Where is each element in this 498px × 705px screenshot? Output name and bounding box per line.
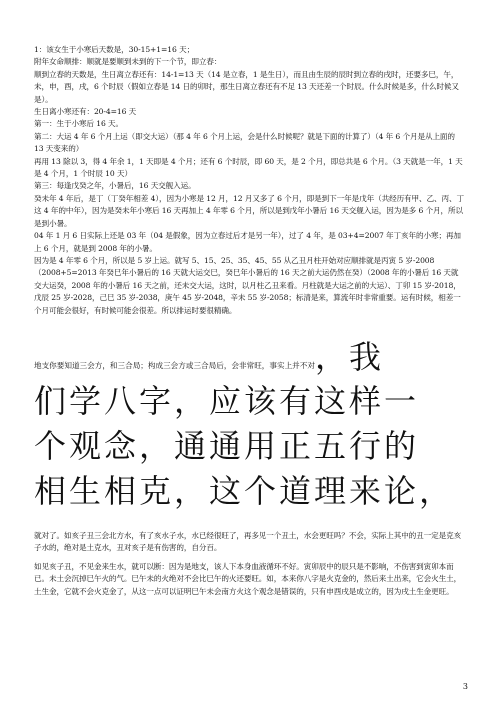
large-line-2: 个观念，通通用正五行的 <box>34 427 420 465</box>
paragraph-8: 第三：每逢戊癸之年，小暑后，16 天交舰入运。 <box>34 181 196 191</box>
paragraph-1: 1：该女生于小寒后天数是，30-15+1=16 天； <box>34 45 195 54</box>
paragraph-11: 因为是 4 年零 6 个月，所以是 5 岁上运。就写 5、15、25、35、45、55 从乙丑月柱开始对应顺排就是丙寅 5 岁-2008（2008+5=2013 年癸巳年小暑后的 16 天就大运交巳，癸巳年小暑后的 16 天之前大运仍然在癸）（2008 年的小暑后 16 天就交大运癸，2008 年的小暑后 16 天之前，还未交大运，这时，以月柱乙丑来看。月柱就是大运之前的大运）、丁卯 15 岁-2018，戊辰 25 岁-2028，己巳 35 岁-2038，庚午 45 岁-2048，辛未 55 岁-2058；标清是来，算流年时非常重要。运有时候，相差一个月可能会很好，有时候可能会很差。所以排运时要很精确。 <box>34 255 461 315</box>
paragraph-3: 顺到立春的天数是，生日离立春还有：14-1=13 天（14 是立春，1 是生日），而且由生辰的辰时到立春的戌时，还要多巳，午，未，申，酉，戌，6 个时辰（假如立春是 14 日的卯时，那生日离立春还有不足 13 天还差一个时辰。什么时候是多，什么时候又是）。 <box>34 69 459 104</box>
paragraph-7: 再用 13 除以 3，得 4 年余 1，1 天即是 4 个月；还有 6 个时辰，即 60 天，是 2 个月，即总共是 6 个月。（3 天就是一年，1 天是 4 个月，1 个时辰 10 天） <box>34 156 463 179</box>
paragraph-9: 癸未年 4 年后，是丁（丁癸年相差 4），因为小寒是 12 月，12 月又多了 6 个月，即是到下一年是戊年（共经历有甲、乙、丙、丁这 4 年的中年），因为是癸未年小寒后 16 天再加上 4 年零 6 个月，所以是到戊年小暑后 16 天交舰入运，因为是多 6 个月，所以是到小暑。 <box>34 193 465 228</box>
mixed-size-line <box>34 335 474 379</box>
large-line-1: 们学八字，应该有这样一 <box>34 382 420 420</box>
paragraph-5: 第一：生于小寒后 16 天。 <box>34 119 124 129</box>
paragraph-6: 第二：大运 4 年 6 个月上运（即交大运）（那 4 年 6 个月上运，会是什么时候呢？就是下面的计算了）（4 年 6 个月是从上面的 13 天变来的） <box>34 131 455 154</box>
paragraph-last: 如见亥子丑，不见金来生水，就可以断：因为是地支，该人下本身血液循环不好。寅卯辰中的辰只是不影响，不伤害到寅卯本而已。未土会沉掉巳午火的气。巳午未的火绝对不会比巳午的火还要旺。如，本来你八字是火克金的，然后来土出来，它会火生土，土生金，它就不会火克金了，从这一点可以证明巳午未会南方火这个观念是错误的，只有申酉戌是成立的，因为戌土生金更旺。 <box>34 561 462 596</box>
paragraph-4: 生日离小寒还有：20-4=16 天 <box>34 107 137 117</box>
lead-small-text: 地支你要知道三会方，和三合局；构成三会方或三合局后，会非常旺，事实上并不对 <box>34 361 315 370</box>
paragraph-group-top <box>34 44 464 317</box>
lead-big-tail: ，我 <box>314 338 383 376</box>
paragraph-10: 04 年 1 月 6 日实际上还是 03 年（04 是假象，因为立春过后才是另一年），过了 4 年，是 03+4=2007 年丁亥年的小寒；再加上 6 个月，就是到 2008 年的小暑。 <box>34 231 461 253</box>
paragraph-2: 附年女命顺排：顺就是要顺到未到的下一个节，即立春： <box>34 57 222 67</box>
large-line-3: 相生相克，这个道理来论， <box>34 472 455 510</box>
paragraph-group-bottom <box>34 530 464 598</box>
paragraph-continuation: 就对了。如亥子丑三会北方水，有了亥水子水，水已经很旺了，再多见一个丑土，水会更旺吗？不会，实际上其中的丑一定是克亥子水的，绝对是土克水，丑对亥子是有伤害的，自分百。 <box>34 531 462 553</box>
large-text-section <box>34 335 474 514</box>
page-number: 3 <box>462 682 468 691</box>
